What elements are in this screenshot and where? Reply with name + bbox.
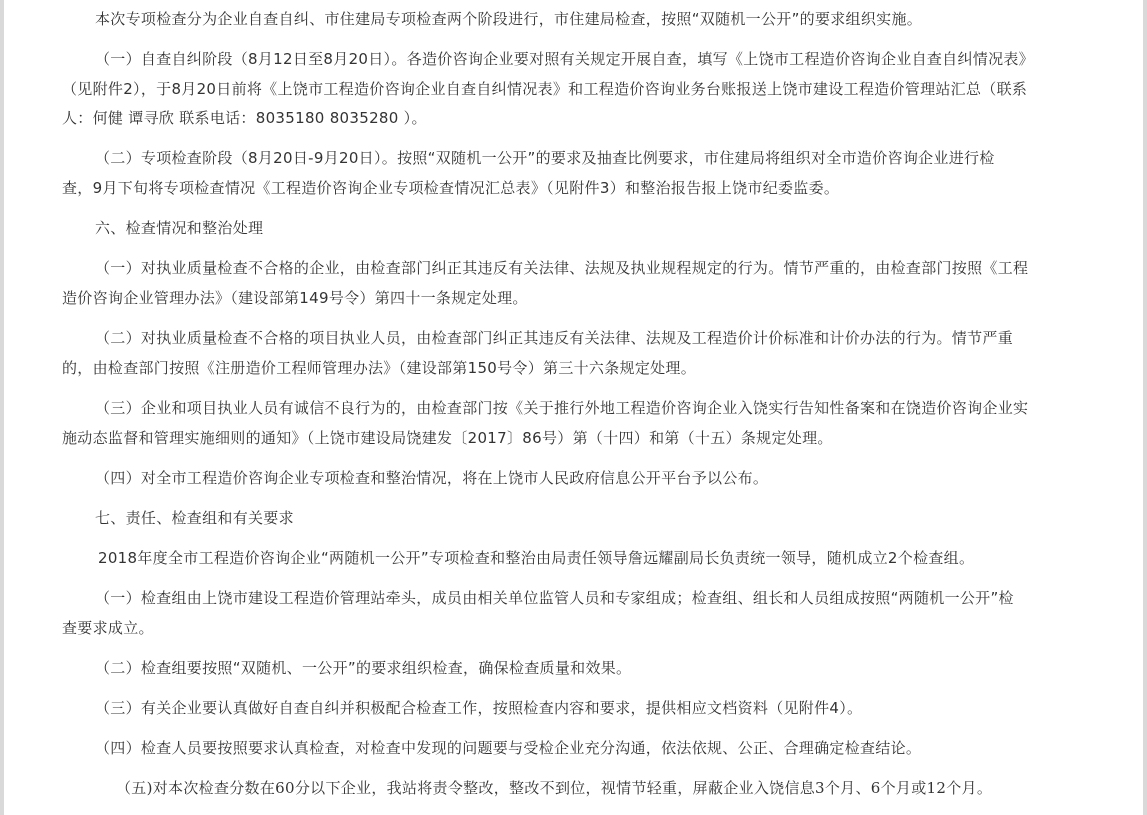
paragraph-line: （三）有关企业要认真做好自查自纠并积极配合检查工作，按照检查内容和要求，提供相应文档资料（见附件4）。 [95, 699, 863, 717]
paragraph-line: （一）对执业质量检查不合格的企业，由检查部门纠正其违反有关法律、法规及执业规程规定的行为。情节严重的，由检查部门按照《工程 [95, 259, 1029, 277]
paragraph-line: （五)对本次检查分数在60分以下企业，我站将责令整改，整改不到位，视情节轻重，屏蔽企业入饶信息3个月、6个月或12个月。 [116, 779, 993, 797]
paragraph-line: （四）检查人员要按照要求认真检查，对检查中发现的问题要与受检企业充分沟通，依法依规、公正、合理确定检查结论。 [95, 739, 922, 757]
paragraph-line: （三）企业和项目执业人员有诚信不良行为的，由检查部门按《关于推行外地工程造价咨询企业入饶实行告知性备案和在饶造价咨询企业实 [95, 399, 1029, 417]
section-heading: 七、责任、检查组和有关要求 [95, 509, 294, 527]
paragraph-line: 2018年度全市工程造价咨询企业“两随机一公开”专项检查和整治由局责任领导詹远耀副局长负责统一领导，随机成立2个检查组。 [98, 549, 975, 567]
paragraph-line: （四）对全市工程造价咨询企业专项检查和整治情况，将在上饶市人民政府信息公开平台予以公布。 [95, 469, 769, 487]
paragraph-line: （一）检查组由上饶市建设工程造价管理站牵头，成员由相关单位监管人员和专家组成；检查组、组长和人员组成按照“两随机一公开”检 [95, 589, 1014, 607]
paragraph-line: 人：何健 谭寻欣 联系电话：8035180 8035280 ）。 [62, 109, 427, 127]
paragraph-line: 查要求成立。 [62, 619, 154, 637]
paragraph-line: （二）对执业质量检查不合格的项目执业人员，由检查部门纠正其违反有关法律、法规及工程造价计价标准和计价办法的行为。情节严重 [95, 329, 1014, 347]
paragraph-line: （见附件2），于8月20日前将《上饶市工程造价咨询企业自查自纠情况表》和工程造价咨询业务台账报送上饶市建设工程造价管理站汇总（联系 [62, 80, 1028, 98]
paragraph-line: 施动态监督和管理实施细则的通知》（上饶市建设局饶建发〔2017〕86号）第（十四）和第（十五）条规定处理。 [62, 429, 833, 447]
paragraph-line: 造价咨询企业管理办法》（建设部第149号令）第四十一条规定处理。 [62, 289, 528, 307]
section-heading: 六、检查情况和整治处理 [95, 219, 264, 237]
paragraph-line: 查，9月下旬将专项检查情况《工程造价咨询企业专项检查情况汇总表》（见附件3）和整治报告报上饶市纪委监委。 [62, 179, 840, 197]
paragraph-line: （一）自查自纠阶段（8月12日至8月20日）。各造价咨询企业要对照有关规定开展自查，填写《上饶市工程造价咨询企业自查自纠情况表》 [95, 50, 1034, 68]
paragraph-line: 的，由检查部门按照《注册造价工程师管理办法》（建设部第150号令）第三十六条规定处理。 [62, 359, 697, 377]
paragraph-line: 本次专项检查分为企业自查自纠、市住建局专项检查两个阶段进行，市住建局检查，按照“双随机一公开”的要求组织实施。 [95, 10, 923, 28]
paragraph-line: （二）检查组要按照“双随机、一公开”的要求组织检查，确保检查质量和效果。 [95, 659, 632, 677]
paragraph-line: （二）专项检查阶段（8月20日-9月20日）。按照“双随机一公开”的要求及抽查比例要求，市住建局将组织对全市造价咨询企业进行检 [95, 149, 995, 167]
